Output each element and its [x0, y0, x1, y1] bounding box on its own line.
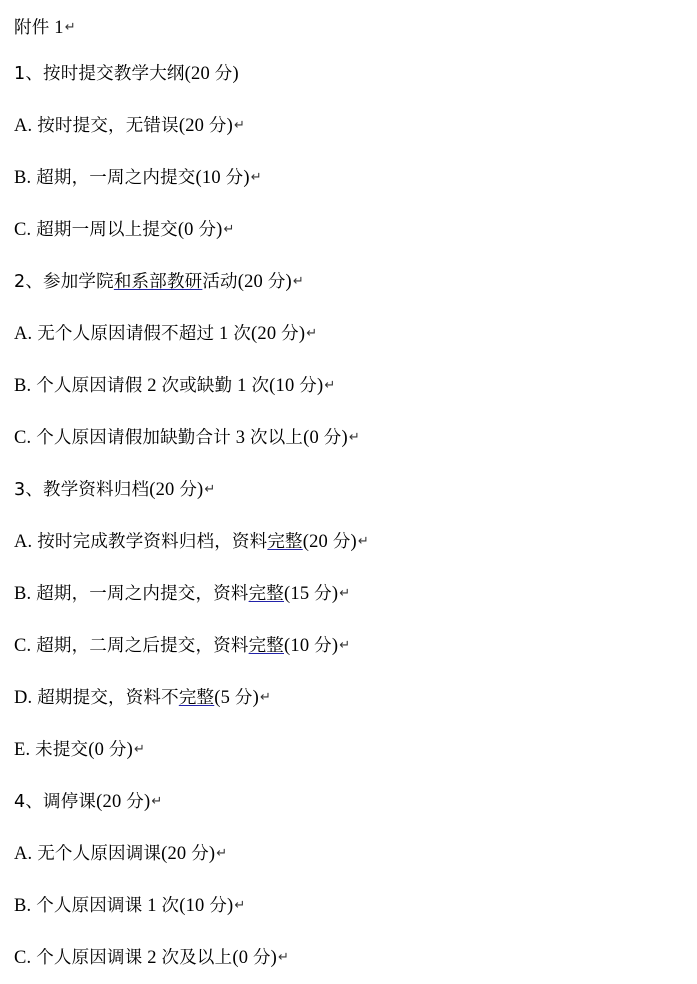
text-run: ) [331, 636, 339, 656]
underlined-text: 完整 [248, 636, 285, 656]
text-run: ) [270, 948, 278, 968]
text-run: 无个人原因调课 [37, 844, 162, 864]
doc-line-item-3-option-c [14, 620, 679, 672]
text-run: (0 [177, 220, 199, 240]
text-run: ) [208, 844, 216, 864]
doc-line-item-1-option-b [14, 152, 679, 204]
text-run: C. [14, 948, 37, 968]
text-run: 个人原因调课 [36, 948, 143, 968]
text-run: B. [14, 168, 37, 188]
text-run: (20 [302, 532, 333, 552]
text-run: 2 [142, 376, 162, 396]
doc-line-item-3-option-e [14, 724, 679, 776]
paragraph-mark-icon: ↵ [339, 638, 351, 653]
text-run: 个人原因调课 [36, 896, 143, 916]
text-run: (10 [269, 376, 300, 396]
text-run: ) [126, 740, 133, 760]
document-body [14, 8, 679, 984]
text-run: 分 [108, 740, 127, 760]
text-run: (15 [284, 584, 315, 604]
paragraph-mark-icon: ↵ [292, 274, 305, 289]
text-run: 超期，一周之内提交，资料 [36, 584, 249, 604]
text-run: 1 [142, 896, 162, 916]
text-run: B. [14, 376, 37, 396]
text-run: 活动 [202, 272, 238, 292]
text-run: A. [14, 532, 38, 552]
text-run: 个人原因请假 [36, 376, 143, 396]
text-run: ) [285, 272, 292, 292]
text-run: ) [226, 116, 233, 136]
text-run: (0 [88, 740, 109, 760]
text-run: 分 [314, 636, 332, 656]
doc-line-title [14, 8, 679, 48]
doc-line-item-4-option-b [14, 880, 679, 932]
paragraph-mark-icon: ↵ [234, 118, 246, 133]
text-run: (20 [149, 480, 180, 500]
text-run: (10 [179, 896, 210, 916]
text-run: 1 [232, 376, 252, 396]
paragraph-mark-icon: ↵ [250, 170, 262, 185]
doc-line-item-4-option-c [14, 932, 679, 984]
text-run: D. [14, 688, 38, 708]
text-run: (20 [178, 116, 209, 136]
text-run: 分 [209, 896, 228, 916]
text-run: 分 [214, 64, 233, 84]
text-run: C. [14, 636, 37, 656]
text-run: A. [14, 844, 38, 864]
text-run: 3 [230, 428, 251, 448]
paragraph-mark-icon: ↵ [133, 742, 146, 757]
text-run: (20 [161, 844, 192, 864]
text-run: 分 [323, 428, 342, 448]
text-run: 分 [198, 220, 217, 240]
doc-line-item-3-option-d [14, 672, 679, 724]
paragraph-mark-icon: ↵ [357, 534, 369, 549]
text-run: (0 [232, 948, 253, 968]
paragraph-mark-icon: ↵ [64, 20, 76, 35]
text-run: 次及以上 [161, 948, 233, 968]
text-run: (20 [96, 792, 127, 812]
paragraph-mark-icon: ↵ [259, 690, 272, 705]
text-run: (20 [237, 272, 268, 292]
paragraph-mark-icon: ↵ [151, 794, 163, 809]
doc-line-item-3-option-a [14, 516, 679, 568]
text-run: 附件 [14, 18, 50, 38]
text-run: 按时提交，无错误 [37, 116, 179, 136]
doc-line-item-4-option-a [14, 828, 679, 880]
paragraph-mark-icon: ↵ [278, 950, 290, 965]
text-run: ) [197, 480, 204, 500]
text-run: 分 [191, 844, 209, 864]
paragraph-mark-icon: ↵ [216, 846, 228, 861]
doc-line-item-2-option-c [14, 412, 679, 464]
text-run: 分 [281, 324, 299, 344]
text-run: 2、参加学院 [14, 272, 114, 292]
text-run: (5 [214, 688, 235, 708]
underlined-text: 完整 [178, 688, 215, 708]
text-run: B. [14, 896, 37, 916]
doc-line-item-3-heading [14, 464, 679, 516]
text-run: C. [14, 428, 37, 448]
text-run: 超期提交，资料不 [37, 688, 179, 708]
text-run: 分 [267, 272, 286, 292]
text-run: 次或缺勤 [161, 376, 233, 396]
text-run: 2 [142, 948, 162, 968]
text-run: 分 [208, 116, 227, 136]
text-run: 1 [49, 18, 64, 38]
text-run: ) [341, 428, 348, 448]
paragraph-mark-icon: ↵ [339, 586, 351, 601]
text-run: 未提交 [35, 740, 89, 760]
text-run: 3、教学资料归档 [14, 480, 150, 500]
text-run: 次以上 [250, 428, 304, 448]
underlined-text: 完整 [267, 532, 303, 552]
doc-line-item-1-option-c [14, 204, 679, 256]
text-run: (10 [195, 168, 226, 188]
text-run: ) [298, 324, 306, 344]
text-run: 按时完成教学资料归档，资料 [37, 532, 268, 552]
paragraph-mark-icon: ↵ [223, 222, 235, 237]
text-run: 次 [251, 376, 270, 396]
text-run: B. [14, 584, 37, 604]
text-run: 次 [233, 324, 252, 344]
paragraph-mark-icon: ↵ [348, 430, 360, 445]
text-run: ) [331, 584, 339, 604]
text-run: 1 [214, 324, 234, 344]
text-run: 分 [126, 792, 144, 812]
text-run: 分 [252, 948, 271, 968]
underlined-text: 和系部教研 [113, 272, 203, 292]
paragraph-mark-icon: ↵ [306, 326, 318, 341]
text-run: 分 [332, 532, 351, 552]
underlined-text: 完整 [248, 584, 285, 604]
text-run: E. [14, 740, 36, 760]
text-run: (10 [284, 636, 315, 656]
doc-line-item-2-heading [14, 256, 679, 308]
text-run: A. [14, 116, 38, 136]
text-run: ) [350, 532, 357, 552]
text-run: (20 [251, 324, 282, 344]
text-run: 4、调停课 [14, 792, 97, 812]
text-run: ) [252, 688, 259, 708]
text-run: (20 [184, 64, 215, 84]
doc-line-item-1-option-a [14, 100, 679, 152]
text-run: 分 [299, 376, 317, 396]
text-run: 次 [161, 896, 180, 916]
text-run: 个人原因请假加缺勤合计 [36, 428, 231, 448]
text-run: 分 [179, 480, 198, 500]
doc-line-item-2-option-a [14, 308, 679, 360]
text-run: 超期，二周之后提交，资料 [36, 636, 249, 656]
text-run: ) [243, 168, 250, 188]
text-run: ) [227, 896, 234, 916]
doc-line-item-3-option-b [14, 568, 679, 620]
text-run: ) [232, 64, 239, 84]
paragraph-mark-icon: ↵ [234, 898, 246, 913]
text-run: 分 [234, 688, 253, 708]
text-run: 分 [314, 584, 332, 604]
text-run: 超期一周以上提交 [36, 220, 178, 240]
doc-line-item-4-heading [14, 776, 679, 828]
paragraph-mark-icon: ↵ [324, 378, 336, 393]
text-run: A. [14, 324, 38, 344]
text-run: C. [14, 220, 37, 240]
paragraph-mark-icon: ↵ [204, 482, 216, 497]
text-run: 1、按时提交教学大纲 [14, 64, 185, 84]
text-run: 无个人原因请假不超过 [37, 324, 215, 344]
text-run: ) [316, 376, 324, 396]
text-run: 分 [225, 168, 244, 188]
doc-line-item-2-option-b [14, 360, 679, 412]
text-run: ) [143, 792, 151, 812]
text-run: 超期，一周之内提交 [36, 168, 196, 188]
text-run: ) [216, 220, 223, 240]
doc-line-item-1-heading [14, 48, 679, 100]
text-run: (0 [303, 428, 324, 448]
